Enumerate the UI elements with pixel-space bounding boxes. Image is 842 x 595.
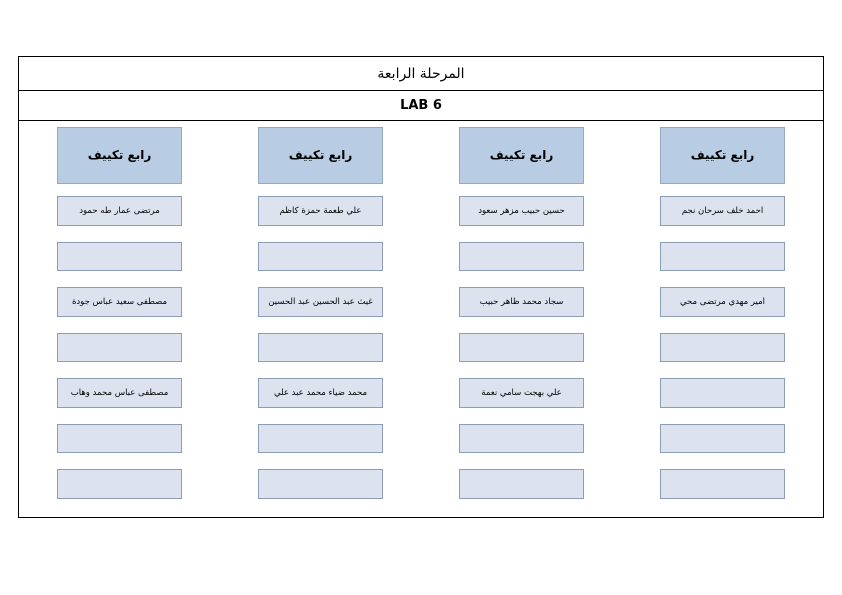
name-cell[interactable] — [258, 242, 383, 272]
lab-row — [19, 91, 823, 121]
column-3 — [220, 127, 421, 515]
name-label: علي بهجت سامي نعمة — [481, 388, 562, 399]
seating-chart-table — [18, 56, 824, 518]
name-cell[interactable] — [57, 196, 182, 226]
name-label: مرتضى عمار طه حمود — [79, 205, 160, 216]
column-header-1 — [660, 127, 785, 184]
name-cell[interactable] — [459, 242, 584, 272]
name-cell[interactable] — [459, 287, 584, 317]
column-header-2 — [459, 127, 584, 184]
name-cell[interactable] — [459, 196, 584, 226]
page-title: المرحلة الرابعة — [377, 65, 465, 82]
name-cell[interactable] — [258, 196, 383, 226]
name-cell[interactable] — [57, 378, 182, 408]
column-4 — [19, 127, 220, 515]
column-1 — [622, 127, 823, 515]
name-label: مصطفى عباس محمد وهاب — [70, 388, 169, 399]
name-cell[interactable] — [660, 287, 785, 317]
name-cell[interactable] — [258, 287, 383, 317]
name-cell[interactable] — [660, 469, 785, 499]
name-cell[interactable] — [459, 333, 584, 363]
column-header-label: رابع تكييف — [690, 148, 755, 163]
name-cell[interactable] — [660, 378, 785, 408]
name-label: احمد خلف سرحان نجم — [681, 205, 764, 216]
column-header-label: رابع تكييف — [87, 148, 152, 163]
column-header-3 — [258, 127, 383, 184]
name-label: غيث عبد الحسين عبد الحسين — [268, 296, 373, 307]
name-cell[interactable] — [57, 333, 182, 363]
lab-label: LAB 6 — [400, 98, 442, 113]
name-cell[interactable] — [459, 469, 584, 499]
column-header-4 — [57, 127, 182, 184]
name-cell[interactable] — [258, 469, 383, 499]
name-cell[interactable] — [660, 333, 785, 363]
name-label: مصطفى سعيد عباس جودة — [71, 296, 168, 307]
name-cell[interactable] — [660, 196, 785, 226]
columns-grid — [19, 121, 823, 515]
name-cell[interactable] — [258, 378, 383, 408]
title-row — [19, 57, 823, 91]
column-header-label: رابع تكييف — [288, 148, 353, 163]
name-cell[interactable] — [57, 424, 182, 454]
name-cell[interactable] — [459, 424, 584, 454]
name-cell[interactable] — [660, 242, 785, 272]
name-cell[interactable] — [57, 287, 182, 317]
name-cell[interactable] — [660, 424, 785, 454]
name-cell[interactable] — [258, 424, 383, 454]
name-label: سجاد محمد ظاهر حبيب — [479, 296, 564, 307]
name-cell[interactable] — [57, 242, 182, 272]
name-label: امير مهدي مرتضى محي — [679, 296, 766, 307]
column-header-label: رابع تكييف — [489, 148, 554, 163]
name-cell[interactable] — [57, 469, 182, 499]
name-cell[interactable] — [258, 333, 383, 363]
name-label: حسين حبيب مزهر سعود — [478, 205, 565, 216]
name-cell[interactable] — [459, 378, 584, 408]
column-2 — [421, 127, 622, 515]
name-label: محمد ضياء محمد عبد علي — [273, 388, 368, 399]
name-label: علي طعمة حمزة كاظم — [279, 205, 362, 216]
